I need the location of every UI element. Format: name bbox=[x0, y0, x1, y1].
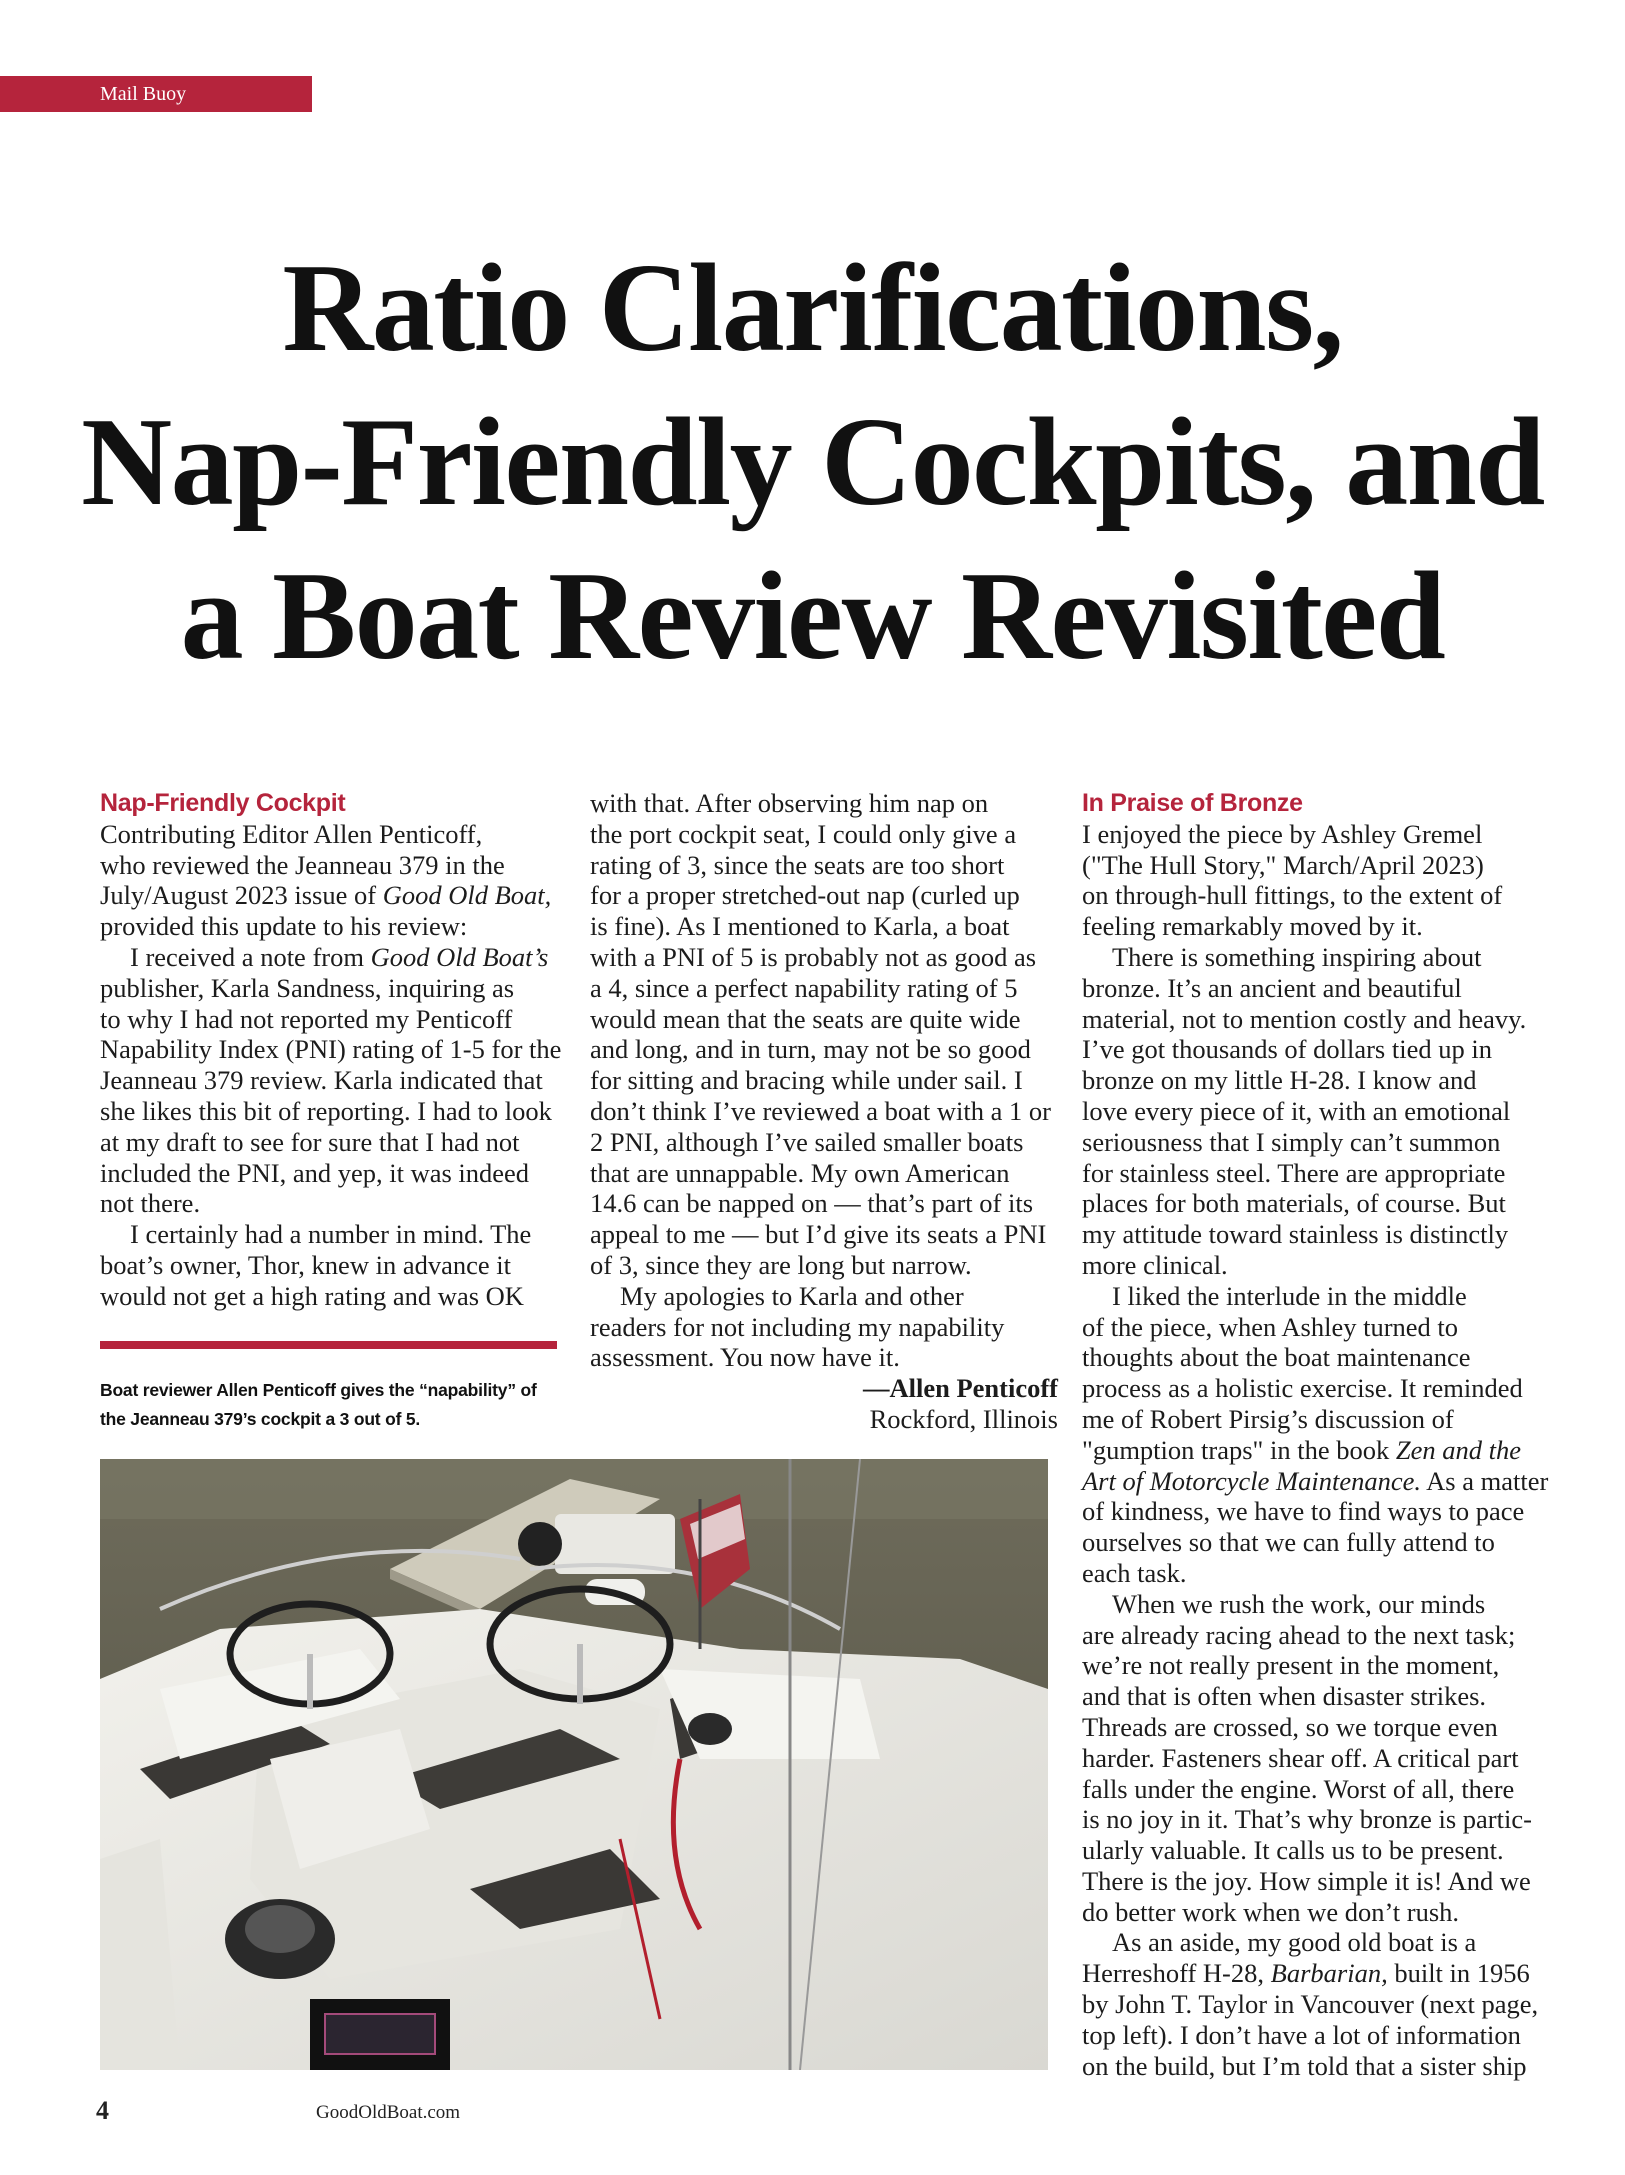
body-line: love every piece of it, with an emotional bbox=[1082, 1095, 1511, 1126]
body-line: ourselves so that we can fully attend to bbox=[1082, 1527, 1495, 1558]
body-line: readers for not including my napability bbox=[590, 1311, 1005, 1342]
body-line: ("The Hull Story," March/April 2023) bbox=[1082, 849, 1484, 880]
body-line: for a proper stretched-out nap (curled up bbox=[590, 880, 1020, 911]
body-line: for stainless steel. There are appropriate bbox=[1082, 1157, 1506, 1188]
body-line: of 3, since they are long but narrow. bbox=[590, 1249, 972, 1280]
body-line: who reviewed the Jeanneau 379 in the bbox=[100, 849, 505, 880]
body-line: boat’s owner, Thor, knew in advance it bbox=[100, 1249, 511, 1280]
body-line: I certainly had a number in mind. The bbox=[130, 1219, 532, 1250]
magazine-title: Good Old Boat’s bbox=[370, 941, 549, 972]
body-line: publisher, Karla Sandness, inquiring as bbox=[100, 972, 515, 1003]
subhead-nap-friendly: Nap-Friendly Cockpit bbox=[100, 789, 346, 817]
body-line: would not get a high rating and was OK bbox=[100, 1280, 524, 1311]
page-number: 4 bbox=[96, 2096, 109, 2125]
body-line: process as a holistic exercise. It reminded bbox=[1082, 1373, 1523, 1404]
body-line: of kindness, we have to find ways to pace bbox=[1082, 1496, 1525, 1527]
body-line: and long, and in turn, may not be so good bbox=[590, 1034, 1031, 1065]
cockpit-photo-illustration bbox=[100, 1459, 1048, 2070]
body-line: assessment. You now have it. bbox=[590, 1342, 900, 1373]
body-line: included the PNI, and yep, it was indeed bbox=[100, 1157, 530, 1188]
cockpit-photo bbox=[100, 1459, 1048, 2070]
body-line: don’t think I’ve reviewed a boat with a 1 or bbox=[590, 1095, 1051, 1126]
body-line: There is something inspiring about bbox=[1112, 941, 1482, 972]
body-line: seriousness that I simply can’t summon bbox=[1082, 1126, 1501, 1157]
body-line: thoughts about the boat maintenance bbox=[1082, 1342, 1471, 1373]
body-line: There is the joy. How simple it is! And we bbox=[1082, 1865, 1531, 1896]
body-line: "gumption traps" in the book Zen and the bbox=[1082, 1434, 1521, 1465]
body-line: is no joy in it. That’s why bronze is partic- bbox=[1082, 1804, 1532, 1835]
body-line: Herreshoff H-28, Barbarian, built in 1956 bbox=[1082, 1958, 1530, 1989]
body-line: rating of 3, since the seats are too short bbox=[590, 849, 1005, 880]
body-line: on through-hull fittings, to the extent of bbox=[1082, 880, 1503, 911]
body-line: material, not to mention costly and heavy. bbox=[1082, 1003, 1527, 1034]
column-left bbox=[100, 788, 570, 1312]
body-line: harder. Fasteners shear off. A critical part bbox=[1082, 1742, 1519, 1773]
body-line: with a PNI of 5 is probably not as good as bbox=[590, 941, 1037, 972]
body-line: with that. After observing him nap on bbox=[590, 788, 989, 818]
body-line: top left). I don’t have a lot of information bbox=[1082, 2019, 1521, 2050]
body-line: Threads are crossed, so we torque even bbox=[1082, 1711, 1498, 1742]
body-line: and that is often when disaster strikes. bbox=[1082, 1681, 1487, 1712]
body-line: not there. bbox=[100, 1188, 201, 1219]
column-middle bbox=[590, 788, 1058, 1435]
magazine-title: Good Old Boat, bbox=[382, 880, 552, 911]
body-line: we’re not really present in the moment, bbox=[1082, 1650, 1500, 1681]
body-line: I liked the interlude in the middle bbox=[1112, 1280, 1467, 1311]
body-line: each task. bbox=[1082, 1557, 1187, 1588]
footer-site: GoodOldBoat.com bbox=[316, 2102, 461, 2123]
body-line: for sitting and bracing while under sail. I bbox=[590, 1065, 1023, 1096]
signature-location: Rockford, Illinois bbox=[869, 1403, 1058, 1434]
article-headline bbox=[60, 232, 1565, 694]
body-line: ularly valuable. It calls us to be present. bbox=[1082, 1835, 1504, 1866]
body-line: Napability Index (PNI) rating of 1-5 for the bbox=[100, 1034, 562, 1065]
body-line: My apologies to Karla and other bbox=[620, 1280, 964, 1311]
body-line: July/August 2023 issue of Good Old Boat, bbox=[100, 880, 552, 911]
body-line: a 4, since a perfect napability rating of 5 bbox=[590, 972, 1018, 1003]
headline-line: Ratio Clarifications, bbox=[282, 239, 1343, 378]
body-line: Jeanneau 379 review. Karla indicated that bbox=[100, 1065, 543, 1096]
body-line: 2 PNI, although I’ve sailed smaller boats bbox=[590, 1126, 1024, 1157]
body-line: do better work when we don’t rush. bbox=[1082, 1896, 1460, 1927]
headline-line: Nap-Friendly Cockpits, and bbox=[81, 393, 1544, 532]
photo-caption bbox=[100, 1376, 570, 1434]
body-line: provided this update to his review: bbox=[100, 911, 468, 942]
body-line: feeling remarkably moved by it. bbox=[1082, 911, 1423, 942]
body-line: that are unnappable. My own American bbox=[590, 1157, 1010, 1188]
body-line: would mean that the seats are quite wide bbox=[590, 1003, 1021, 1034]
body-line: me of Robert Pirsig’s discussion of bbox=[1082, 1403, 1454, 1434]
body-line: are already racing ahead to the next task; bbox=[1082, 1619, 1516, 1650]
caption-rule bbox=[100, 1341, 557, 1349]
body-line: Contributing Editor Allen Penticoff, bbox=[100, 818, 483, 849]
body-line: my attitude toward stainless is distinctly bbox=[1082, 1219, 1509, 1250]
body-line: the port cockpit seat, I could only give a bbox=[590, 818, 1017, 849]
headline-line: a Boat Review Revisited bbox=[180, 547, 1445, 686]
body-line: more clinical. bbox=[1082, 1249, 1228, 1280]
body-line: on the build, but I’m told that a sister ship bbox=[1082, 2050, 1527, 2081]
caption-line: Boat reviewer Allen Penticoff gives the “napability” of bbox=[100, 1380, 537, 1400]
body-line: falls under the engine. Worst of all, there bbox=[1082, 1773, 1515, 1804]
body-line: bronze on my little H-28. I know and bbox=[1082, 1065, 1477, 1096]
section-tab: Mail Buoy bbox=[0, 76, 312, 112]
body-line: I received a note from Good Old Boat’s bbox=[130, 941, 549, 972]
body-line: appeal to me — but I’d give its seats a PNI bbox=[590, 1219, 1047, 1250]
body-line: by John T. Taylor in Vancouver (next page, bbox=[1082, 1989, 1539, 2020]
body-line: Art of Motorcycle Maintenance. As a matter bbox=[1082, 1465, 1549, 1496]
body-line: she likes this bit of reporting. I had to look bbox=[100, 1095, 552, 1126]
body-line: I enjoyed the piece by Ashley Gremel bbox=[1082, 818, 1483, 849]
body-line: 14.6 can be napped on — that’s part of its bbox=[590, 1188, 1034, 1219]
body-line: bronze. It’s an ancient and beautiful bbox=[1082, 972, 1462, 1003]
body-line: When we rush the work, our minds bbox=[1112, 1588, 1486, 1619]
body-line: to why I had not reported my Penticoff bbox=[100, 1003, 513, 1034]
body-line: is fine). As I mentioned to Karla, a boat bbox=[590, 911, 1010, 942]
body-line: As an aside, my good old boat is a bbox=[1112, 1927, 1477, 1958]
column-right bbox=[1082, 788, 1557, 2081]
body-line: at my draft to see for sure that I had not bbox=[100, 1126, 520, 1157]
body-line: I’ve got thousands of dollars tied up in bbox=[1082, 1034, 1492, 1065]
signature: —Allen Penticoff bbox=[862, 1373, 1058, 1404]
body-line: places for both materials, of course. But bbox=[1082, 1188, 1506, 1219]
subhead-bronze: In Praise of Bronze bbox=[1082, 789, 1303, 817]
caption-line: the Jeanneau 379’s cockpit a 3 out of 5. bbox=[100, 1409, 421, 1429]
body-line: of the piece, when Ashley turned to bbox=[1082, 1311, 1459, 1342]
